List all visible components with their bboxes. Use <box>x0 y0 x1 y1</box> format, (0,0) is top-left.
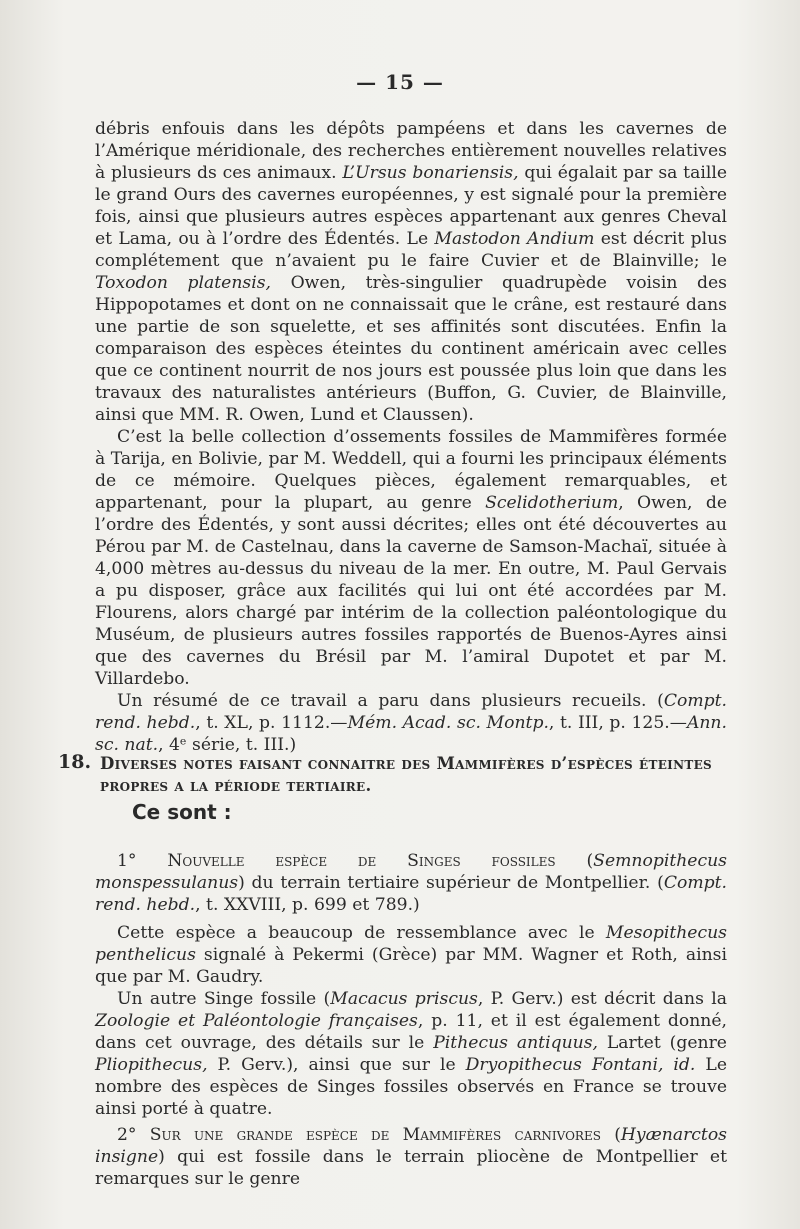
text-run: , t. III, p. 125.— <box>548 713 687 733</box>
text-run: P. Gerv.), ainsi que sur le <box>207 1055 466 1075</box>
paragraph-2 <box>95 426 727 690</box>
text-run: ( <box>555 851 594 871</box>
italic-run: Pithecus antiquus, <box>433 1033 598 1053</box>
italic-run: Semnopithecus monspessulanus <box>95 851 727 893</box>
text-run: , Owen, de l’ordre des Édentés, y sont aussi décrites; elles ont été découvertes au Pérou par M. de Castelnau, dans la caverne de Samson-Machaï, située à 4,000 mètres au-dessus du niveau de la mer. En outre, M. Paul Gervais a pu disposer, grâce aux facilités qui lui ont été accordées par M. Flourens, alors chargé par intérim de la collection paléontologique du Muséum, de plusieurs autres fossiles rapportés de Buenos-Ayres ainsi que des cavernes du Brésil par M. l’amiral Dupotet et par M. Villardebo. <box>95 493 727 689</box>
italic-run: Ann. sc. nat. <box>95 713 727 755</box>
item-1-paragraph-3 <box>95 988 727 1120</box>
italic-run: Compt. rend. hebd. <box>95 873 727 915</box>
italic-run: Dryopithecus Fontani, id. <box>465 1055 696 1075</box>
small-caps-run: Nouvelle espèce de Singes fossiles <box>167 851 556 871</box>
paragraph-3 <box>95 690 727 756</box>
text-run: Le nombre des espèces de Singes fossiles observés en France se trouve ainsi porté à quatre. <box>95 1055 727 1119</box>
text-run: Lartet (genre <box>598 1033 727 1053</box>
text-run: , P. Gerv.) est décrit dans la <box>477 989 728 1009</box>
text-run: Owen, très-singulier quadrupède voisin des Hippopotames et dont on ne connaissait que le crâne, est restauré dans une partie de son squelette, et ses affinités sont discutées. Enfin la comparaison des espèces éteintes du continent américain avec celles que ce continent nourrit de nos jours est poussée plus loin que dans les travaux des naturalistes antérieurs (Buffon, G. Cuvier, de Blainville, ainsi que MM. R. Owen, Lund et Claussen). <box>95 273 727 425</box>
text-run: débris enfouis dans les dépôts pampéens et dans les cavernes de l’Amérique méridionale, des recherches entièrement nouvelles relatives à plusieurs ds ces animaux. <box>95 119 727 183</box>
entry-title: Diverses notes faisant connaitre des Mammifères d’espèces éteintes propres a la période tertiaire. <box>100 754 713 795</box>
entry-items <box>95 850 727 1190</box>
italic-run: Macacus priscus <box>330 989 478 1009</box>
entry-number: 18. <box>58 751 92 773</box>
text-run: est décrit plus complétement que n’avaient pu le faire Cuvier et de Blainville; le <box>95 229 727 271</box>
text-run: Un autre Singe fossile ( <box>117 989 331 1009</box>
italic-run: Mesopithecus penthelicus <box>95 923 727 965</box>
body-text <box>95 118 727 756</box>
italic-run: Scelidotherium <box>485 493 619 513</box>
text-run: qui égalait par sa taille le grand Ours des cavernes européennes, y est signalé pour la première fois, ainsi que plusieurs autres espèces appartenant aux genres Cheval et Lama, ou à l’ordre des Édentés. Le <box>95 163 727 249</box>
text-run: signalé à Pekermi (Grèce) par MM. Wagner et Roth, ainsi que par M. Gaudry. <box>95 945 727 987</box>
text-run: ( <box>600 1125 621 1145</box>
ce-sont-label: Ce sont : <box>132 800 232 824</box>
text-run: ) du terrain tertiaire supérieur de Montpellier. ( <box>238 873 664 893</box>
text-run: C’est la belle collection d’ossements fossiles de Mammifères formée à Tarija, en Bolivie, par M. Weddell, qui a fourni les principaux éléments de ce mémoire. Quelques pièces, également remarquables, et appartenant, pour la plupart, au genre <box>95 427 727 513</box>
text-run: , p. 11, et il est également donné, dans cet ouvrage, des détails sur le <box>95 1011 727 1053</box>
text-run: Un résumé de ce travail a paru dans plusieurs recueils. ( <box>117 691 664 711</box>
text-run: , 4ᵉ série, t. III.) <box>158 735 297 755</box>
text-run: Cette espèce a beaucoup de ressemblance avec le <box>117 923 606 943</box>
italic-run: L’Ursus bonariensis, <box>342 163 519 183</box>
italic-run: Pliopithecus, <box>95 1055 208 1075</box>
small-caps-run: Sur une grande espèce de Mammifères carnivores <box>149 1125 601 1145</box>
paragraph-1 <box>95 118 727 426</box>
text-run: , t. XL, p. 1112.— <box>195 713 348 733</box>
italic-run: Mém. Acad. sc. Montp. <box>347 713 549 733</box>
italic-run: Mastodon Andium <box>434 229 595 249</box>
text-run: , t. XXVIII, p. 699 et 789.) <box>195 895 420 915</box>
item-1 <box>95 850 727 916</box>
italic-run: Toxodon platensis, <box>95 273 271 293</box>
page-number: — 15 — <box>356 70 444 94</box>
text-run: ) qui est fossile dans le terrain pliocène de Montpellier et remarques sur le genre <box>95 1147 727 1189</box>
text-run: 1° <box>117 851 168 871</box>
italic-run: Hyænarctos insigne <box>95 1125 727 1167</box>
text-run: 2° <box>117 1125 150 1145</box>
italic-run: Zoologie et Paléontologie françaises <box>95 1011 418 1031</box>
italic-run: Compt. rend. hebd. <box>95 691 727 733</box>
item-2 <box>95 1124 727 1190</box>
item-1-paragraph-2 <box>95 922 727 988</box>
